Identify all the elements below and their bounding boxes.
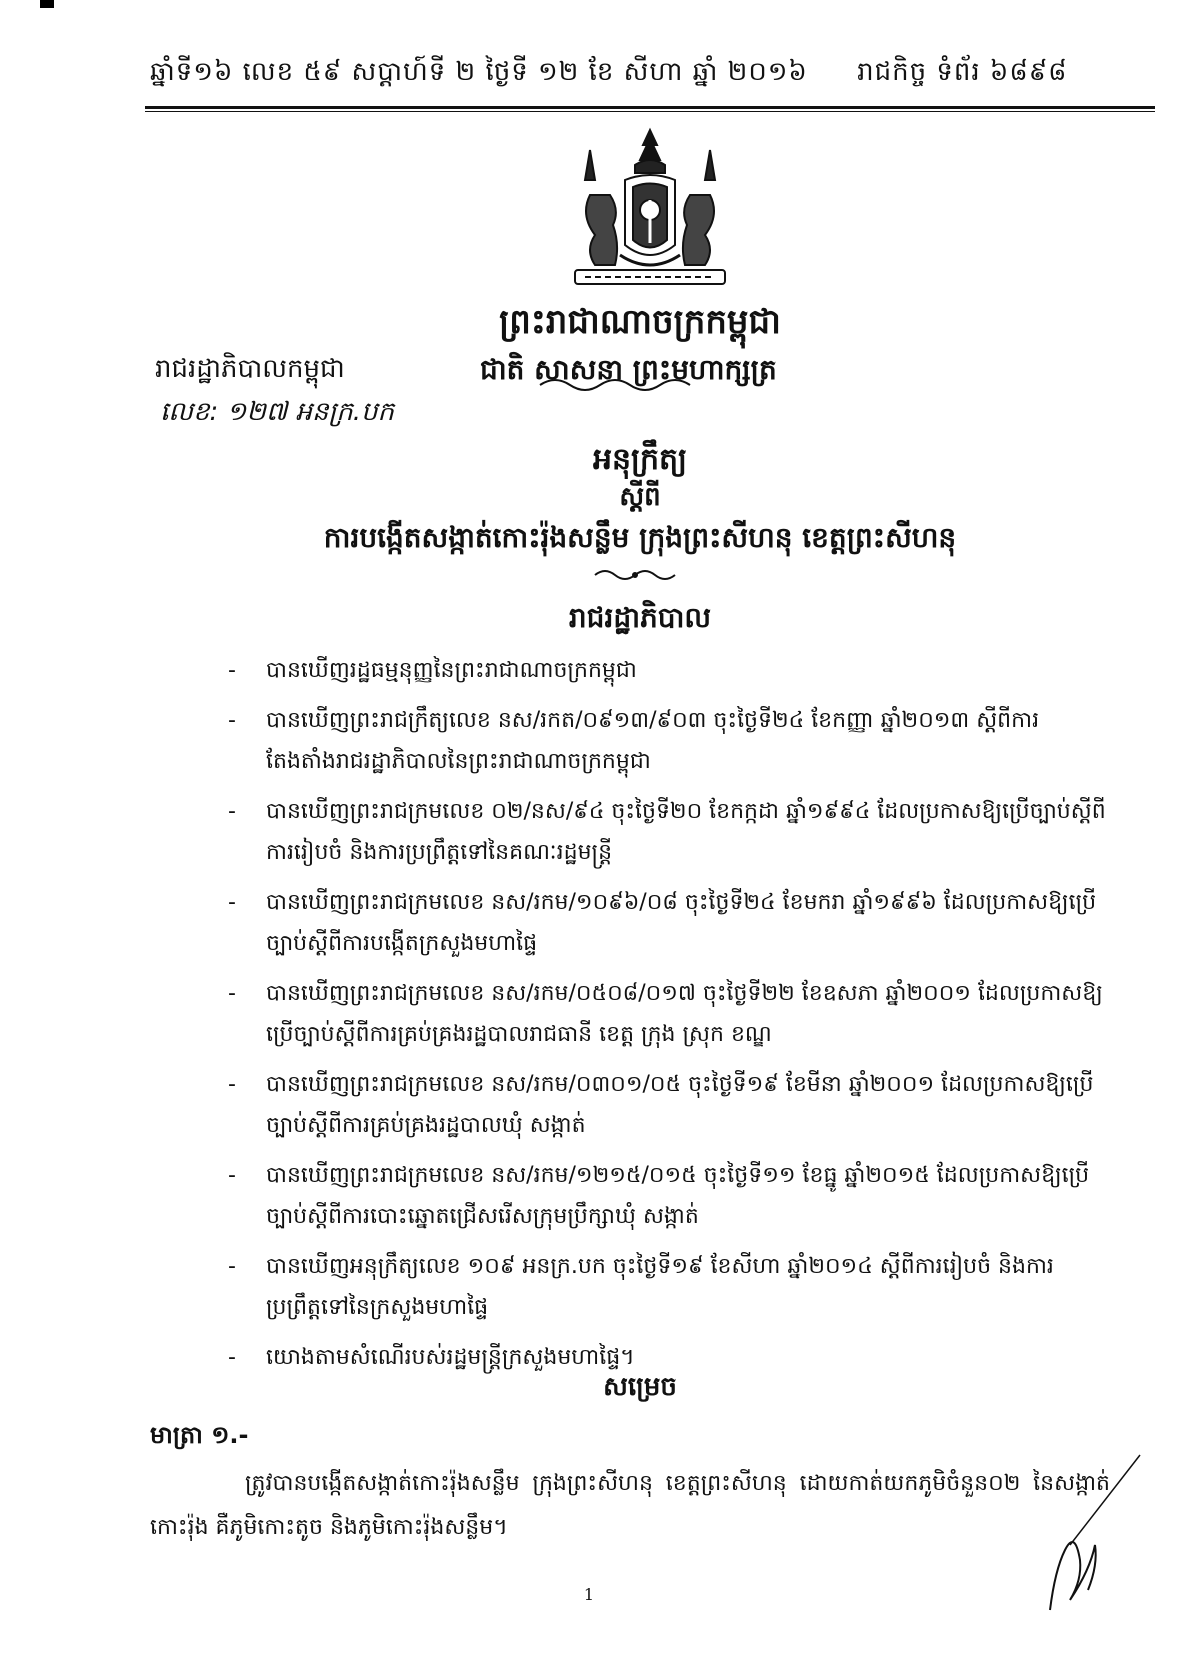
consideration-item: - បានឃើញរដ្ឋធម្មនុញ្ញនៃព្រះរាជាណាចក្រកម្ពុជា bbox=[228, 650, 1108, 691]
consideration-item: - បានឃើញព្រះរាជក្រមលេខ នស/រកម/១០៩៦/០៨ ចុះថ្ងៃទី២៤ ខែមករា ឆ្នាំ១៩៩៦ ដែលប្រកាសឱ្យប្រើច្បាប់ស្តីពីការបង្កើតក្រសួងមហាផ្ទៃ bbox=[228, 882, 1108, 964]
consideration-item: - បានឃើញព្រះរាជក្រមលេខ នស/រកម/១២១៥/០១៥ ចុះថ្ងៃទី១១ ខែធ្នូ ឆ្នាំ២០១៥ ដែលប្រកាសឱ្យប្រើច្បាប់ស្តីពីការបោះឆ្នោតជ្រើសរើសក្រុមប្រឹក្សាឃុំ សង្កាត់ bbox=[228, 1155, 1108, 1237]
consideration-item: - បានឃើញព្រះរាជក្រមលេខ នស/រកម/០៣០១/០៥ ចុះថ្ងៃទី១៩ ខែមីនា ឆ្នាំ២០០១ ដែលប្រកាសឱ្យប្រើច្បាប់ស្តីពីការគ្រប់គ្រងរដ្ឋបាលឃុំ សង្កាត់ bbox=[228, 1064, 1108, 1146]
decision-heading: សម្រេច bbox=[603, 1372, 677, 1402]
article-1-heading: មាត្រា ១.- bbox=[150, 1421, 249, 1449]
document-type: អនុក្រឹត្យ bbox=[592, 442, 688, 477]
government-name: រាជរដ្ឋាភិបាលកម្ពុជា bbox=[155, 354, 345, 384]
consideration-item: - យោងតាមសំណើរបស់រដ្ឋមន្ត្រីក្រសួងមហាផ្ទៃ។ bbox=[228, 1337, 1108, 1378]
subject-title: ការបង្កើតសង្កាត់កោះរ៉ុងសន្លឹម ក្រុងព្រះសីហនុ ខេត្តព្រះសីហនុ bbox=[323, 521, 957, 554]
consideration-item: - បានឃើញព្រះរាជក្រមលេខ នស/រកម/០៥០៨/០១៧ ចុះថ្ងៃទី២២ ខែឧសភា ឆ្នាំ២០០១ ដែលប្រកាសឱ្យប្រើច្បាប់ស្តីពីការគ្រប់គ្រងរដ្ឋបាលរាជធានី ខេត្ត ក្រុង ស្រុក ខណ្ឌ bbox=[228, 973, 1108, 1055]
header-rule-thick bbox=[145, 106, 1155, 109]
consideration-item: - បានឃើញព្រះរាជក្រមលេខ ០២/នស/៩៤ ចុះថ្ងៃទី២០ ខែកក្កដា ឆ្នាំ១៩៩៤ ដែលប្រកាសឱ្យប្រើច្បាប់ស្តីពីការរៀបចំ និងការប្រព្រឹត្តទៅនៃគណៈរដ្ឋមន្ត្រី bbox=[228, 791, 1108, 873]
reference-number: លេខ: ១២៧ អនក្រ.បក bbox=[160, 397, 395, 427]
gazette-page-info: រាជកិច្ច ទំព័រ ៦៨៩៨ bbox=[857, 57, 1068, 87]
small-divider-ornament bbox=[590, 565, 680, 585]
national-motto: ជាតិ សាសនា ព្រះមហាក្សត្រ bbox=[480, 353, 777, 386]
consideration-item: - បានឃើញអនុក្រឹត្យលេខ ១០៩ អនក្រ.បក ចុះថ្ងៃទី១៩ ខែសីហា ឆ្នាំ២០១៤ ស្តីពីការរៀបចំ និងការប្រព្រឹត្តទៅនៃក្រសួងមហាផ្ទៃ bbox=[228, 1246, 1108, 1328]
gazette-header bbox=[150, 55, 1150, 93]
subject-label: ស្តីពី bbox=[619, 482, 661, 512]
article-1-body: ត្រូវបានបង្កើតសង្កាត់កោះរ៉ុងសន្លឹម ក្រុងព្រះសីហនុ ខេត្តព្រះសីហនុ ដោយកាត់យកភូមិចំនួន០២ នៃសង្កាត់កោះរ៉ុង គឺភូមិកោះតូច និងភូមិកោះរ៉ុងសន្លឹម។ bbox=[150, 1471, 1110, 1540]
header-rule-thin bbox=[145, 111, 1155, 112]
gazette-issue-info: ឆ្នាំទី១៦ លេខ ៥៩ សប្តាហ៍ទី ២ ថ្ងៃទី ១២ ខែ សីហា ឆ្នាំ ២០១៦ bbox=[150, 57, 808, 87]
scan-corner-mark bbox=[40, 0, 54, 8]
kingdom-name: ព្រះរាជាណាចក្រកម្ពុជា bbox=[499, 302, 781, 342]
issuer-heading: រាជរដ្ឋាភិបាល bbox=[568, 601, 712, 634]
divider-ornament bbox=[535, 375, 695, 395]
considerations-list bbox=[228, 650, 1108, 1387]
royal-coat-of-arms-emblem bbox=[565, 125, 735, 295]
page-number: 1 bbox=[583, 1585, 595, 1604]
consideration-item: - បានឃើញព្រះរាជក្រឹត្យលេខ នស/រកត/០៩១៣/៩០៣ ចុះថ្ងៃទី២៤ ខែកញ្ញា ឆ្នាំ២០១៣ ស្តីពីការតែងតាំងរាជរដ្ឋាភិបាលនៃព្រះរាជាណាចក្រកម្ពុជា bbox=[228, 700, 1108, 782]
